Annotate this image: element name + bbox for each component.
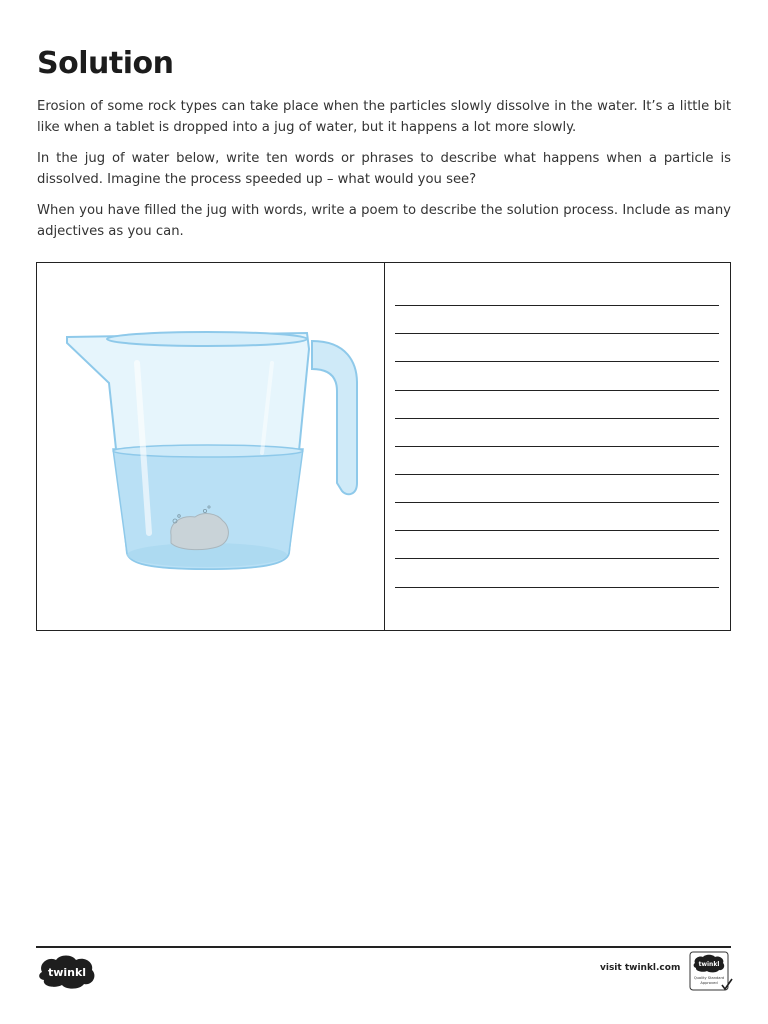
badge-line1: Quality Standard <box>693 976 725 980</box>
writing-line[interactable] <box>395 333 719 334</box>
writing-line[interactable] <box>395 558 719 559</box>
page-title: Solution <box>37 46 174 81</box>
writing-line[interactable] <box>395 587 719 588</box>
writing-line[interactable] <box>395 418 719 419</box>
writing-line[interactable] <box>395 446 719 447</box>
poem-instruction-paragraph: When you have filled the jug with words, write a poem to describe the solution process. Include as many adjectives as you can. <box>37 203 731 239</box>
intro-paragraph: Erosion of some rock types can take place when the particles slowly dissolve in the water. It’s a little bit like when a tablet is dropped into a jug of water, but it happens a lot more slowly. <box>37 99 731 135</box>
water-jug-icon <box>57 323 367 583</box>
twinkl-logo-icon <box>36 952 98 990</box>
logo-text: twinkl <box>47 966 87 979</box>
badge-logo-text: twinkl <box>698 961 720 968</box>
visit-link[interactable]: visit twinkl.com <box>600 963 681 973</box>
instruction-paragraph: In the jug of water below, write ten words or phrases to describe what happens when a particle is dissolved. Imagine the process speeded up – what would you see? <box>37 151 731 187</box>
worksheet-box <box>36 262 731 631</box>
badge-line2: Approved <box>700 981 718 985</box>
writing-line[interactable] <box>395 502 719 503</box>
quality-badge-icon <box>689 951 733 993</box>
writing-line[interactable] <box>395 361 719 362</box>
writing-line[interactable] <box>395 305 719 306</box>
writing-line[interactable] <box>395 390 719 391</box>
box-divider <box>384 263 385 630</box>
writing-line[interactable] <box>395 474 719 475</box>
footer-rule <box>36 946 731 948</box>
writing-line[interactable] <box>395 530 719 531</box>
